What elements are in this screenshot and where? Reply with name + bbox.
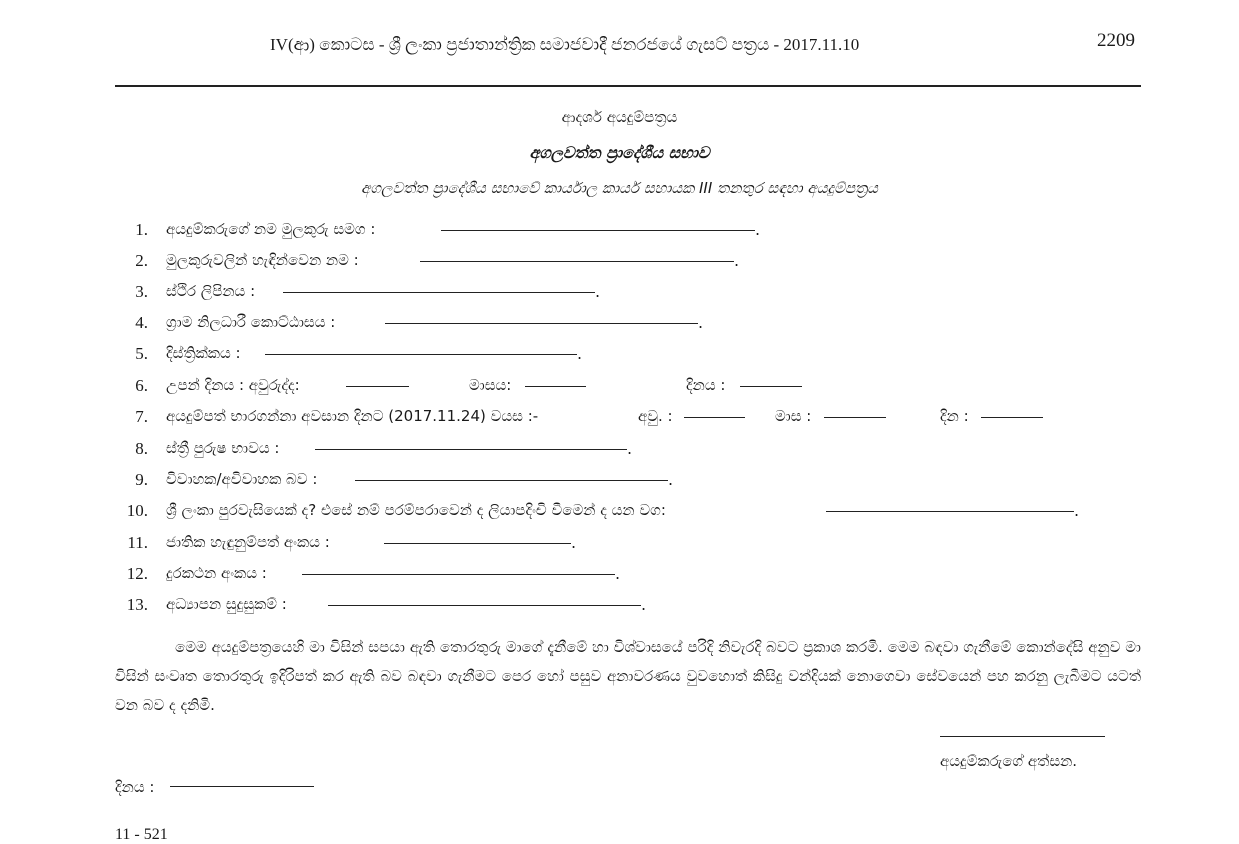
- field-input-line[interactable]: [355, 480, 668, 481]
- field-number: 12.: [126, 564, 148, 583]
- field-label-age-days: දින :: [940, 407, 969, 425]
- field-input-line[interactable]: [283, 292, 595, 293]
- field-label-citizenship: ශ්‍රී ලංකා පුරවැසියෙක් ද? එසේ නම් පරම්පරාවෙන් ද ලියාපදිංචි වීමෙන් ද යන වග:: [166, 501, 666, 519]
- field-number: 8.: [135, 439, 148, 458]
- field-label-age: අයදුම්පත් භාරගන්නා අවසාන දිනට (2017.11.24) වයස :-: [166, 407, 539, 425]
- field-label-education: අධ්‍යාපන සුදුසුකම් :: [166, 595, 287, 613]
- field-number: 13.: [126, 595, 148, 614]
- field-label-address: ස්ථිර ලිපිනය :: [166, 282, 256, 300]
- age-years-line[interactable]: [684, 417, 745, 418]
- field-row-5: [0, 344, 1239, 368]
- field-number: 10.: [126, 501, 148, 520]
- field-number: 2.: [135, 251, 148, 270]
- field-input-line[interactable]: [385, 323, 698, 324]
- field-number: 1.: [135, 220, 148, 239]
- line-period: .: [577, 344, 583, 363]
- field-label-dob-month: මාසය:: [469, 376, 512, 394]
- field-label-gender: ස්ත්‍රී පුරුෂ භාවය :: [166, 439, 280, 457]
- field-label-age-months: මාස :: [775, 407, 812, 425]
- model-form-title: ආදර්ශ අයදුම්පත්‍රය: [561, 108, 678, 126]
- gazette-header: IV(ආ) කොටස - ශ්‍රී ලංකා ප්‍රජාතාන්ත්‍රික සමාජවාදී ජනරජයේ ගැසට් පත්‍රය - 2017.11.10: [270, 35, 860, 54]
- field-row-13: [0, 595, 1239, 619]
- field-number: 7.: [135, 407, 148, 426]
- field-label-nic: ජාතික හැඳුනුම්පත් අංකය :: [166, 533, 330, 551]
- dob-month-line[interactable]: [525, 386, 586, 387]
- field-input-line[interactable]: [826, 511, 1074, 512]
- line-period: .: [615, 564, 621, 583]
- field-label-age-years: අවු. :: [638, 407, 673, 425]
- footer-code: 11 - 521: [115, 826, 168, 843]
- field-input-line[interactable]: [441, 230, 755, 231]
- line-period: .: [627, 439, 633, 458]
- field-input-line[interactable]: [302, 574, 615, 575]
- dob-year-line[interactable]: [346, 386, 409, 387]
- line-period: .: [1074, 501, 1080, 520]
- field-input-line[interactable]: [420, 261, 734, 262]
- field-number: 11.: [127, 533, 148, 552]
- field-label-phone: දුරකථන අංකය :: [166, 564, 267, 582]
- line-period: .: [668, 470, 674, 489]
- field-row-7: [0, 407, 1239, 431]
- field-input-line[interactable]: [315, 449, 627, 450]
- field-row-10: [0, 501, 1239, 525]
- field-row-3: [0, 282, 1239, 306]
- council-title: අගලවත්ත ප්‍රාදේශීය සභාව: [529, 143, 710, 162]
- age-months-line[interactable]: [824, 417, 886, 418]
- date-line[interactable]: [170, 786, 314, 787]
- line-period: .: [595, 282, 601, 301]
- declaration-text: මෙම අයදුම්පත්‍රයෙහි මා විසින් සපයා ඇති තොරතුරු මාගේ දැනීමේ හා විශ්වාසයේ පරිදි නිවැරදි බවට ප්‍රකාශ කරමි. මෙම බඳවා ගැනීමේ කොන්දේසි අනුව මා විසින් සංවෘත තොරතුරු ඉදිරිපත් කර ඇති බව බඳවා ගැනීමට පෙර හෝ පසුව අනාවරණය වුවහොත් කිසිදු වන්දියක් නොගෙවා සේවයෙන් පහ කරනු ලැබීමට යටත් වන බව ද දනිමි.: [115, 638, 1141, 714]
- field-row-11: [0, 533, 1239, 557]
- line-period: .: [734, 251, 740, 270]
- field-number: 5.: [135, 344, 148, 363]
- field-row-6: [0, 376, 1239, 400]
- field-input-line[interactable]: [265, 354, 577, 355]
- field-number: 3.: [135, 282, 148, 301]
- field-label-dob-day: දිනය :: [686, 376, 726, 394]
- dob-day-line[interactable]: [740, 386, 802, 387]
- field-label-dob-year: උපන් දිනය : අවුරුද්ද:: [166, 376, 300, 394]
- field-row-8: [0, 439, 1239, 463]
- field-row-12: [0, 564, 1239, 588]
- form-title: අගලවත්ත ප්‍රාදේශීය සභාවේ කාර්යාල කාර්ය සහායක III තනතුර සඳහා අයදුම්පත්‍රය: [361, 179, 878, 197]
- signature-line[interactable]: [940, 736, 1105, 737]
- line-period: .: [641, 595, 647, 614]
- field-number: 9.: [135, 470, 148, 489]
- field-label-gn-division: ග්‍රාම නිලධාරී කොට්ඨාසය :: [166, 313, 336, 331]
- field-label-initials-name: මුලකුරුවලින් හැඳින්වෙන නම :: [166, 251, 359, 269]
- line-period: .: [571, 533, 577, 552]
- field-row-1: [0, 220, 1239, 244]
- signature-label: අයදුම්කරුගේ අත්සන.: [940, 752, 1078, 770]
- field-row-4: [0, 313, 1239, 337]
- field-number: 6.: [135, 376, 148, 395]
- field-input-line[interactable]: [384, 543, 571, 544]
- line-period: .: [755, 220, 761, 239]
- field-label-district: දිස්ත්‍රික්කය :: [166, 344, 241, 362]
- age-days-line[interactable]: [981, 417, 1043, 418]
- field-row-2: [0, 251, 1239, 275]
- date-label: දිනය :: [115, 778, 155, 796]
- line-period: .: [698, 313, 704, 332]
- field-label-name: අයදුම්කරුගේ නම මුලකුරු සමග :: [166, 220, 376, 238]
- field-number: 4.: [135, 313, 148, 332]
- field-label-marital: විවාහක/අවිවාහක බව :: [166, 470, 318, 488]
- page-number: 2209: [1097, 30, 1135, 51]
- field-row-9: [0, 470, 1239, 494]
- header-rule: [115, 85, 1141, 87]
- declaration-paragraph: [115, 633, 1141, 720]
- field-input-line[interactable]: [328, 605, 641, 606]
